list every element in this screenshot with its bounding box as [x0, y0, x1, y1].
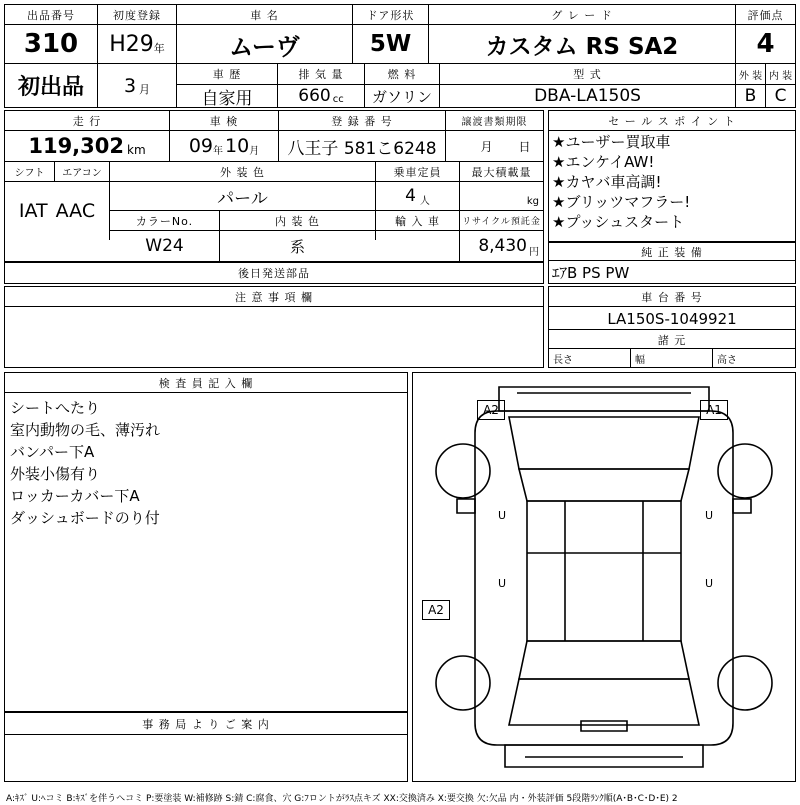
int-color-value: 系 [289, 237, 305, 256]
grade-value: カスタム RS SA2 [485, 33, 679, 60]
exterior-grade-label: 外 装 [736, 63, 766, 85]
inspector-title: 検 査 員 記 入 欄 [5, 373, 407, 393]
exhibit-no-label: 出品番号 [5, 5, 97, 25]
interior-grade-value: C [774, 86, 787, 106]
width-label: 幅 [631, 349, 713, 367]
recycle-label: リサイクル預託金 [460, 211, 543, 231]
score-value: 4 [756, 29, 775, 59]
door-value: 5W [369, 31, 412, 57]
dims-title: 諸 元 [549, 331, 795, 349]
car-diagram [413, 373, 795, 781]
model-code-value: DBA-LA150S [534, 86, 641, 106]
later-parts-label: 後日発送部品 [238, 267, 310, 280]
inspector-note-line: バンパー下A [10, 443, 95, 461]
sales-point-item: ★エンケイAW! [552, 153, 655, 171]
inspection-label: 車 検 [170, 111, 278, 131]
inspection-value: 09 年 10 月 [188, 135, 260, 157]
displacement-value: 660 cc [298, 86, 344, 106]
sales-points-list [552, 132, 794, 240]
import-value [376, 231, 460, 261]
equipment-value: ｴｱB PS PW [552, 263, 630, 282]
caution-body [6, 308, 542, 366]
max-load-value: kg [526, 195, 539, 207]
inspector-note-line: シートへたり [10, 399, 101, 417]
equipment-title: 純 正 装 備 [549, 243, 795, 261]
displacement-label: 排 気 量 [278, 63, 364, 85]
office-notice-title: 事 務 局 よ り ご 案 内 [5, 713, 407, 735]
office-notice-body [8, 737, 404, 779]
svg-text:U: U [498, 509, 507, 522]
inspector-note-line: ダッシュボードのり付 [10, 509, 160, 527]
history-value: 自家用 [201, 88, 253, 109]
sales-point-item: ★カヤバ車高調! [552, 173, 662, 191]
score-label: 評価点 [736, 5, 795, 25]
shift-label: シフト [5, 162, 55, 182]
int-color-label: 内 装 色 [220, 211, 375, 231]
capacity-value: 4 人 [376, 182, 460, 210]
ext-color-label: 外 装 色 [110, 162, 375, 182]
car-name-label: 車 名 [177, 5, 352, 25]
svg-text:U: U [705, 577, 714, 590]
grade-label: グ レ ー ド [429, 5, 735, 25]
door-label: ドア形状 [353, 5, 428, 25]
inspector-note-line: 外装小傷有り [10, 465, 101, 483]
shift-ac-values: IAT AAC [5, 182, 110, 240]
reg-no-label: 登 録 番 号 [279, 111, 445, 131]
model-code-label: 型 式 [440, 63, 735, 85]
length-label: 長さ [549, 349, 631, 367]
color-no-value: W24 [110, 231, 220, 261]
chassis-title: 車 台 番 号 [549, 287, 795, 307]
max-load-label: 最大積載量 [460, 162, 543, 182]
recycle-value: 8,430 円 [478, 236, 539, 258]
mileage-value: 119,302 km [28, 134, 146, 158]
history-month: 3 月 [98, 63, 176, 107]
exhibit-no-value: 310 [23, 29, 79, 59]
reg-no-value: 八王子 581こ6248 [287, 138, 437, 159]
car-name-value: ムーヴ [229, 32, 300, 61]
exterior-grade-value: B [736, 85, 766, 107]
first-reg-label: 初度登録 [98, 5, 176, 25]
inspector-notes [10, 397, 402, 529]
caution-title: 注 意 事 項 欄 [4, 287, 544, 307]
mileage-label: 走 行 [5, 111, 169, 131]
transfer-doc-label: 譲渡書類期限 [446, 111, 543, 131]
history-label: 車 歴 [177, 63, 277, 85]
svg-text:U: U [705, 509, 714, 522]
sales-point-item: ★ユーザー買取車 [552, 133, 671, 151]
height-label: 高さ [717, 354, 737, 366]
inspector-note-line: ロッカーカバー下A [10, 487, 140, 505]
capacity-label: 乗車定員 [376, 162, 460, 182]
footer-legend: A:ｷｽﾞ U:ﾍコミ B:ｷｽﾞを伴うへコミ P:要塗装 W:補修跡 S:錆 C:腐食、穴 G:ﾌロントがﾗｽ点キズ XX:交換済み X:要交換 欠:欠品 内・外装評価 5段階ﾗﾝｸ順(A･B･C･D･E) 2 [6, 794, 678, 804]
transfer-doc-value: 月 日 [480, 139, 531, 154]
color-no-label: カラーNo. [110, 211, 220, 231]
sales-point-item: ★プッシュスタート [552, 213, 685, 231]
interior-grade-label: 内 装 [766, 63, 795, 85]
svg-text:U: U [498, 577, 507, 590]
ext-color-value: パール [217, 188, 268, 209]
first-exhibit-badge: 初出品 [5, 63, 97, 107]
sales-point-item: ★ブリッツマフラー! [552, 193, 691, 211]
sales-points-title: セ ー ル ス ポ イ ン ト [549, 111, 795, 131]
fuel-value: ガソリン [371, 87, 432, 106]
import-label: 輸 入 車 [376, 211, 460, 231]
chassis-value: LA150S-1049921 [549, 308, 795, 330]
inspector-note-line: 室内動物の毛、薄汚れ [10, 421, 161, 439]
ac-label: エアコン [55, 162, 110, 182]
first-reg-value: H29 年 [109, 31, 165, 57]
auction-sheet: 出品番号 310 初出品 初度登録 H29 年 3 月 車 名 ムーヴ ドア形状 5W グ レ ー ド カスタム RS SA2 車 歴 自家用 排 気 量 660 cc 燃 料 ガソリン 型 式 DBA-LA150S 評価点 4 外 装 内 装 B C 走 行 119,302 km 車 検 09 年 10 月 登 録 番 号 八王子 581こ6248 譲渡書類期限 月 日 シフト エアコン IAT AAC 外 装 色 パール 乗車定員 最大積載量 4 人 kg カラーNo. 内 装 色 輸 入 車 リサイクル預託金 W24 系 8,430 円 後日発送部品 注 意 事 項 欄 セ ー ル ス ポ イ ン ト ★ユーザー買取車 ★エンケイAW! ★カヤバ車高調! ★ブリッツマフラー! ★プッシュスタート 純 正 装 備 ｴｱB PS PW 車 台 番 号 LA150S-1049921 諸 元 長さ 幅 高さ 検 査 員 記 入 欄 シートへたり 室内動物の毛、薄汚れ バンパー下A 外装小傷有り ロッカーカバー下A ダッシュボードのり付 事 務 局 よ り ご 案 内 U U U U A2 A1 A2 A:ｷｽﾞ U:ﾍコミ B:ｷｽﾞを伴うへコミ P:要塗装 W:補修跡 S:錆 C:腐食、穴 G:ﾌロントがﾗｽ点キズ XX:交換済み X:要交換 欠:欠品 内・外装評価 5段階ﾗﾝｸ順(A･B･C･D･E) 2 [0, 0, 800, 800]
fuel-label: 燃 料 [365, 63, 439, 85]
